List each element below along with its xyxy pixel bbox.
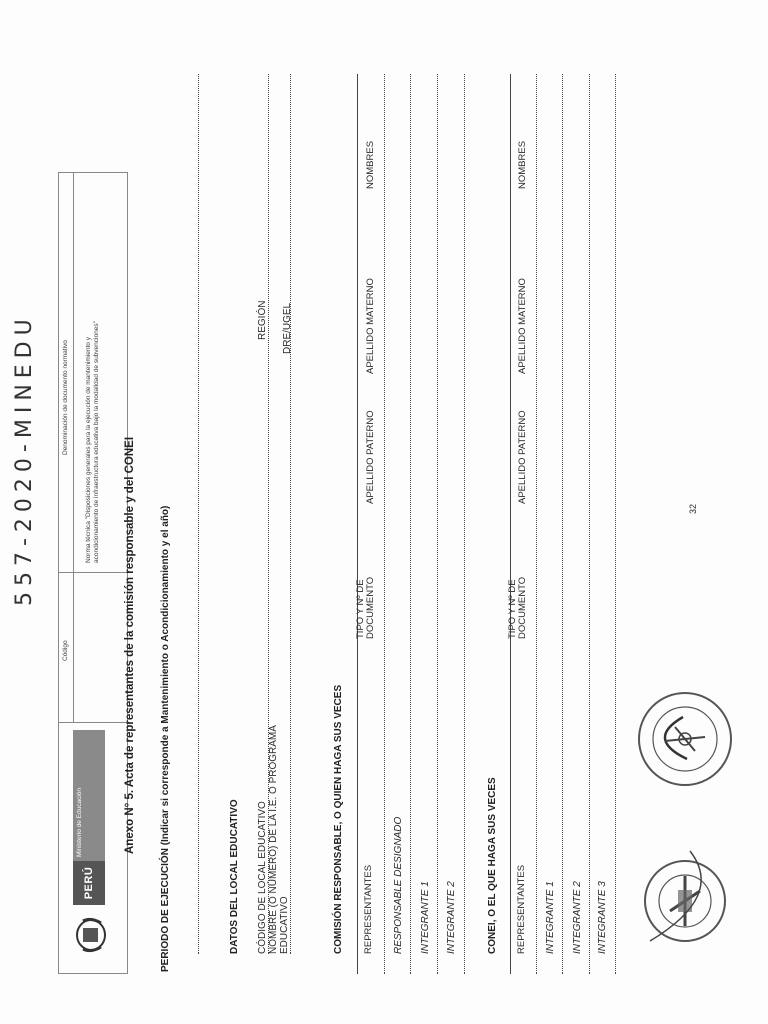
conei-row-line-1 — [589, 74, 590, 974]
commission-row-line-1 — [437, 74, 438, 974]
ie-name-label-2: EDUCATIVO — [279, 896, 290, 954]
dre-label: DRE/UGEL — [282, 302, 293, 354]
header-logo-cell — [59, 722, 127, 973]
ie-name-label: NOMBRE (O NÚMERO) DE LA I.E. O PROGRAMA — [268, 725, 279, 954]
ministry-banner — [73, 730, 105, 905]
local-data-heading: DATOS DEL LOCAL EDUCATIVO — [229, 799, 240, 954]
period-label: PERIODO DE EJECUCIÓN (Indicar si corresponde a Mantenimiento o Acondicionamiento y el año) — [160, 505, 171, 972]
header-divider — [73, 573, 74, 723]
commission-col-representatives: REPRESENTANTES — [363, 864, 374, 954]
document-header-box — [58, 172, 128, 974]
header-divider-2 — [73, 173, 74, 573]
header-norm-cell — [59, 173, 127, 573]
commission-row-line-2 — [464, 74, 465, 974]
coat-of-arms-icon — [73, 915, 109, 955]
commission-col-doc-2: DOCUMENTO — [365, 576, 376, 639]
commission-col-paternal: APELLIDO PATERNO — [365, 410, 376, 504]
conei-top-rule — [510, 74, 511, 974]
conei-col-representatives: REPRESENTANTES — [516, 864, 527, 954]
country-label: PERÚ — [73, 861, 105, 905]
conei-row-line-2 — [615, 74, 616, 974]
norm-type-label: Denominación de documento normativo — [62, 340, 69, 455]
ministry-label: Ministerio de Educación — [73, 730, 105, 861]
conei-col-doc-1: TIPO Y Nº DE — [507, 579, 518, 639]
header-code-cell — [59, 572, 127, 723]
conei-row-line-0 — [562, 74, 563, 974]
official-stamp-ministry — [625, 679, 745, 799]
code-label: Código — [62, 640, 69, 661]
annex-title: Anexo N° 5. Acta de representantes de la comisión responsable y del CONEI — [124, 436, 136, 854]
ie-name-line — [290, 74, 291, 954]
conei-col-names: NOMBRES — [517, 140, 528, 189]
region-label: REGIÓN — [257, 300, 268, 340]
commission-col-names: NOMBRES — [365, 140, 376, 189]
period-line — [198, 74, 199, 954]
local-code-line — [268, 74, 269, 954]
conei-row-0: INTEGRANTE 1 — [545, 881, 556, 954]
local-code-label: CÓDIGO DE LOCAL EDUCATIVO — [257, 801, 268, 954]
commission-header-line — [384, 74, 385, 974]
commission-col-maternal: APELLIDO MATERNO — [365, 278, 376, 374]
conei-row-2: INTEGRANTE 3 — [597, 881, 608, 954]
commission-heading: COMISIÓN RESPONSABLE, O QUIEN HAGA SUS VECES — [333, 684, 344, 954]
official-stamp-pronied — [630, 846, 740, 956]
commission-row-1: INTEGRANTE 1 — [420, 881, 431, 954]
commission-row-line-0 — [410, 74, 411, 974]
resolution-number: 557-2020-MINEDU — [12, 313, 37, 606]
conei-col-paternal: APELLIDO PATERNO — [517, 410, 528, 504]
norm-title: Norma técnica "Disposiciones generales para la ejecución de mantenimiento y acondicionamiento de infraestructura educativa bajo la modalidad de subvenciones" — [85, 321, 100, 563]
conei-col-doc-2: DOCUMENTO — [517, 576, 528, 639]
commission-row-2: INTEGRANTE 2 — [446, 881, 457, 954]
commission-col-doc-1: TIPO Y Nº DE — [355, 579, 366, 639]
commission-row-0: RESPONSABLE DESIGNADO — [393, 816, 404, 954]
conei-heading: CONEI, O EL QUE HAGA SUS VECES — [487, 777, 498, 954]
page-number: 32 — [688, 503, 698, 514]
conei-col-maternal: APELLIDO MATERNO — [517, 278, 528, 374]
conei-header-line — [536, 74, 537, 974]
commission-top-rule — [357, 74, 358, 974]
conei-row-1: INTEGRANTE 2 — [572, 881, 583, 954]
